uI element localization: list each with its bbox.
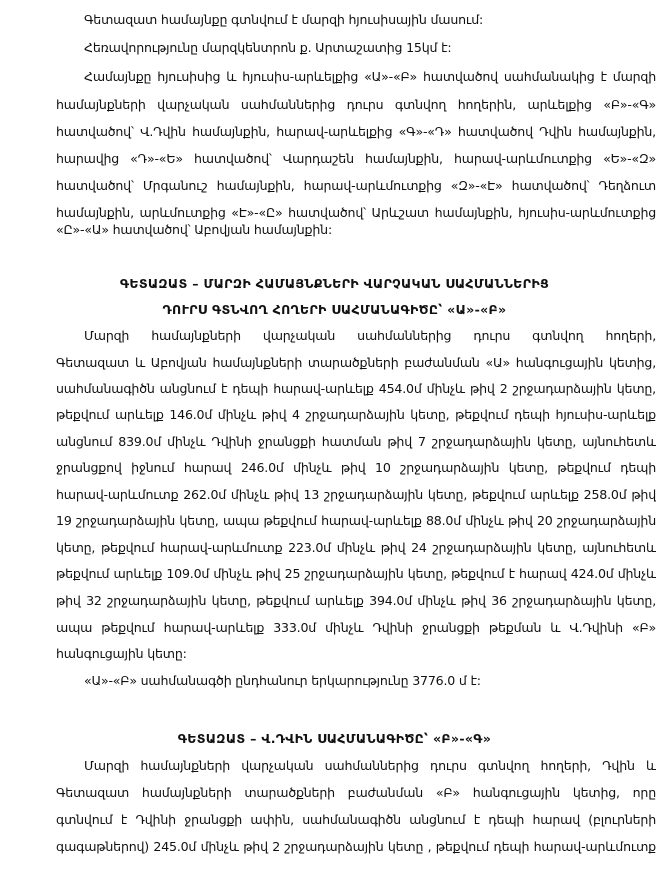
intro-paragraph-line: համայնքին, արևմուտքից «Է»-«Ը» հատվածով՝ Արևշատ համայնքին, հյուսիս-արևմուտքից <box>56 205 656 220</box>
intro-location: Գետազատ համայնքը գտնվում է մարզի հյուսիսային մասում: <box>84 12 484 27</box>
section1-paragraph-line: հանգուցային կետը: <box>56 646 187 661</box>
section1-paragraph-line: հարավ-արևմուտք 262.0մ մինչև թիվ 13 շրջադարձային կետը, թեքվում արևելք 258.0մ թիվ <box>56 487 656 502</box>
section1-paragraph-line: թեքվում արևելք 146.0մ մինչև թիվ 4 շրջադարձային կետը, թեքվում դեպի հյուսիս-արևելք <box>56 407 656 422</box>
section-heading: ԳԵՏԱԶԱՏ – ՄԱՐԶԻ ՀԱՄԱՅՆՔՆԵՐԻ ՎԱՐՉԱԿԱՆ ՍԱՀՄԱՆՆԵՐԻՑ <box>119 276 550 291</box>
section2-paragraph-line: Մարզի համայնքների վարչական սահմաններից դուրս գտնվող հողերի, Դվին և <box>84 758 656 773</box>
section1-paragraph-line: թեքվում արևելք 109.0մ մինչև թիվ 25 շրջադարձային կետը, թեքվում է հարավ 424.0մ մինչև <box>56 566 656 581</box>
intro-paragraph-line: հատվածով՝ Վ.Դվին համայնքին, հարավ-արևելքից «Գ»-«Դ» հատվածով Դվին համայնքին, <box>56 124 656 139</box>
intro-paragraph-line: «Ը»-«Ա» հատվածով՝ Աբովյան համայնքին: <box>56 222 332 237</box>
intro-paragraph-line: հատվածով՝ Մրգանուշ համայնքին, հարավ-արևմուտքից «Զ»-«Է» հատվածով՝ Դեղձուտ <box>56 178 656 193</box>
section1-paragraph-line: ապա թեքվում հարավ-արևելք 333.0մ մինչև Դվինի ջրանցքի թեքման և Վ.Դվինի «Բ» <box>56 620 656 635</box>
section-heading: ԳԵՏԱԶԱՏ – Վ.ԴՎԻՆ ՍԱՀՄԱՆԱԳԻԾԸ՝ «Բ»-«Գ» <box>177 731 492 746</box>
section2-paragraph-line: գտնվում է Դվինի ջրանցքի ափին, սահմանագիծն անցնում է դեպի հարավ (բլուրների <box>56 812 656 827</box>
section1-paragraph-line: կետը, թեքվում հարավ-արևմուտք 223.0մ մինչև թիվ 24 շրջադարձային կետը, այնուհետև <box>56 540 656 555</box>
section1-paragraph-line: անցնում 839.0մ մինչև Դվինի ջրանցքի հատման թիվ 7 շրջադարձային կետը, այնուհետև <box>56 434 656 449</box>
section2-paragraph-line: Գետազատ համայնքների տարածքների բաժանման «Բ» հանգուցային կետից, որը <box>56 785 656 800</box>
section1-paragraph-line: ջրանցքով իջնում հարավ 246.0մ մինչև թիվ 10 շրջադարձային կետը, թեքվում դեպի <box>56 460 656 475</box>
section1-paragraph-line: 19 շրջադարձային կետը, ապա թեքվում հարավ-արևելք 88.0մ մինչև թիվ 20 շրջադարձային <box>56 513 656 528</box>
intro-distance: Հեռավորությունը մարզկենտրոն ք. Արտաշատից 15կմ է: <box>84 40 452 55</box>
section1-paragraph-line: թիվ 32 շրջադարձային կետը, թեքվում արևելք 394.0մ մինչև թիվ 36 շրջադարձային կետը, <box>56 593 656 608</box>
section1-paragraph-line: սահմանագիծն անցնում է դեպի հարավ-արևելք 454.0մ մինչև թիվ 2 շրջադարձային կետը, <box>56 381 656 396</box>
section-heading: ԴՈՒՐՍ ԳՏՆՎՈՂ ՀՈՂԵՐԻ ՍԱՀՄԱՆԱԳԻԾԸ՝ «Ա»-«Բ» <box>162 302 507 317</box>
section2-paragraph-line: գագաթներով) 245.0մ մինչև թիվ 2 շրջադարձային կետը , թեքվում դեպի հարավ-արևմուտք <box>56 839 656 854</box>
section1-paragraph-line: Գետազատ և Աբովյան համայնքների տարածքների բաժանման «Ա» հանգուցային կետից, <box>56 355 656 370</box>
intro-paragraph-line: Համայնքը հյուսիսից և հյուսիս-արևելքից «Ա»-«Բ» հատվածով սահմանակից է մարզի <box>84 69 656 84</box>
intro-paragraph-line: հարավից «Դ»-«Ե» հատվածով՝ Վարդաշեն համայնքին, հարավ-արևմուտքից «Ե»-«Զ» <box>56 151 656 166</box>
intro-paragraph-line: համայնքների վարչական սահմաններից դուրս գտնվող հողերին, արևելքից «Բ»-«Գ» <box>56 97 656 112</box>
section1-paragraph-line: Մարզի համայնքների վարչական սահմաններից դուրս գտնվող հողերի, <box>84 328 656 343</box>
section1-total-length: «Ա»-«Բ» սահմանագծի ընդհանուր երկարությունը 3776.0 մ է: <box>84 673 481 688</box>
